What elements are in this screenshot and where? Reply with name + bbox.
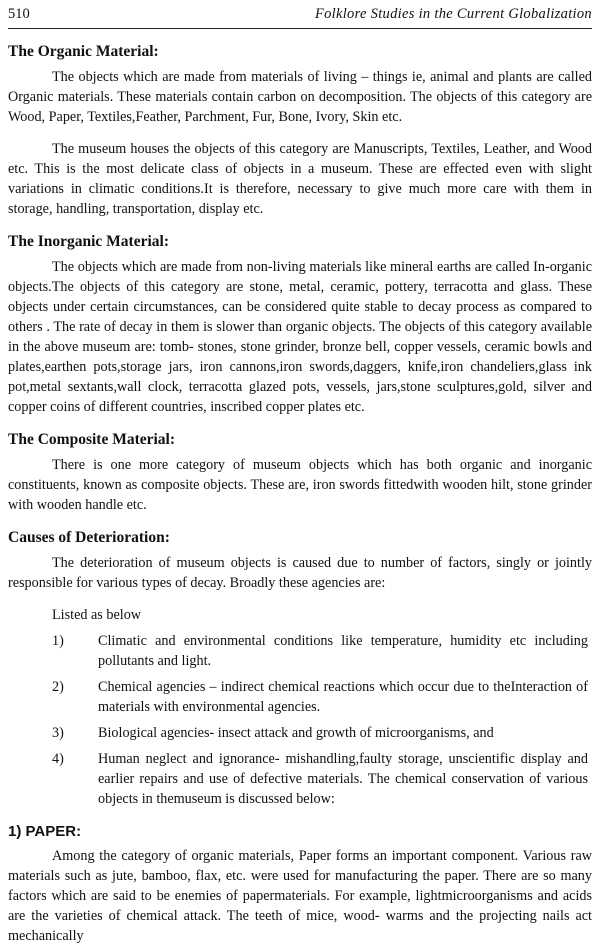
composite-heading: The Composite Material: (8, 431, 176, 448)
page-number: 510 (8, 6, 30, 22)
list-item-number: 1) (52, 633, 64, 649)
list-item-number: 4) (52, 751, 64, 767)
header-rule (8, 28, 592, 29)
list-item-text: Chemical agencies – indirect chemical reactions which occur due to theInteraction of materials with environmental agencies. (98, 679, 588, 715)
list-item (8, 723, 592, 743)
paper-heading: 1) PAPER: (8, 823, 82, 840)
list-item (8, 677, 592, 717)
composite-paragraph: There is one more category of museum objects which has both organic and inorganic constituents, known as composite objects. These are, iron swords fittedwith wooden hilt, stone grinder with wooden handle etc. (8, 457, 592, 513)
organic-paragraph-1: The objects which are made from materials of living – things ie, animal and plants are called Organic materials. These materials contain carbon on decomposition. The objects of this category are Wood, Paper, Textiles,Feather, Parchment, Fur, Bone, Ivory, Skin etc. (8, 69, 592, 125)
running-header (8, 0, 592, 26)
paper-paragraph: Among the category of organic materials, Paper forms an important component. Various raw materials such as jute, bamboo, flax, etc. were used for manufacturing the paper. There are so many factors which are said to be enemies of papermaterials. For example, lightmicroorganisms and acids are the varieties of chemical attack. The teeth of mice, wood- warms and the projecting nails act mechanically (8, 848, 592, 944)
running-title: Folklore Studies in the Current Globalization (314, 6, 592, 22)
inorganic-paragraph: The objects which are made from non-living materials like mineral earths are called In-organic objects.The objects of this category are stone, metal, ceramic, pottery, terracotta and glass. These objects under certain circumstances, can be considered quite stable to decay process as compared to others . The rate of decay in them is slower than organic objects. The objects of this category available in the above museum are: tomb- stones, stone grinder, bronze bell, copper vessels, ceramic bowls and plates,earthen pots,storage jars, iron cannons,iron swords,daggers, knife,iron chandeliers,glass ink pot,metal sextants,wall clock, terracotta glazed pots, vessels, jars,stone sculptures,gold, silver and copper coins of different countries, inscribed copper plates etc. (8, 259, 592, 415)
list-item-text: Biological agencies- insect attack and growth of microorganisms, and (98, 725, 494, 741)
list-item-number: 2) (52, 679, 64, 695)
causes-paragraph: The deterioration of museum objects is caused due to number of factors, singly or jointly responsible for various types of decay. Broadly these agencies are: (8, 555, 592, 591)
organic-heading: The Organic Material: (8, 43, 159, 60)
list-item-text: Climatic and environmental conditions like temperature, humidity etc including pollutants and light. (98, 633, 588, 669)
list-item (8, 749, 592, 809)
organic-paragraph-2: The museum houses the objects of this category are Manuscripts, Textiles, Leather, and Wood etc. This is the most delicate class of objects in a museum. These are effected even with slight variations in climatic conditions.It is therefore, necessary to give much more care with them in storage, handling, transportation, display etc. (8, 141, 592, 217)
causes-heading: Causes of Deterioration: (8, 529, 170, 546)
list-item-number: 3) (52, 725, 64, 741)
list-item (8, 631, 592, 671)
list-item-text: Human neglect and ignorance- mishandling,faulty storage, unscientific display and earlier repairs and use of defective materials. The chemical conservation of various objects in themuseum is discussed below: (98, 751, 588, 807)
inorganic-heading: The Inorganic Material: (8, 233, 170, 250)
deterioration-list (8, 631, 592, 809)
list-lead: Listed as below (52, 607, 142, 623)
